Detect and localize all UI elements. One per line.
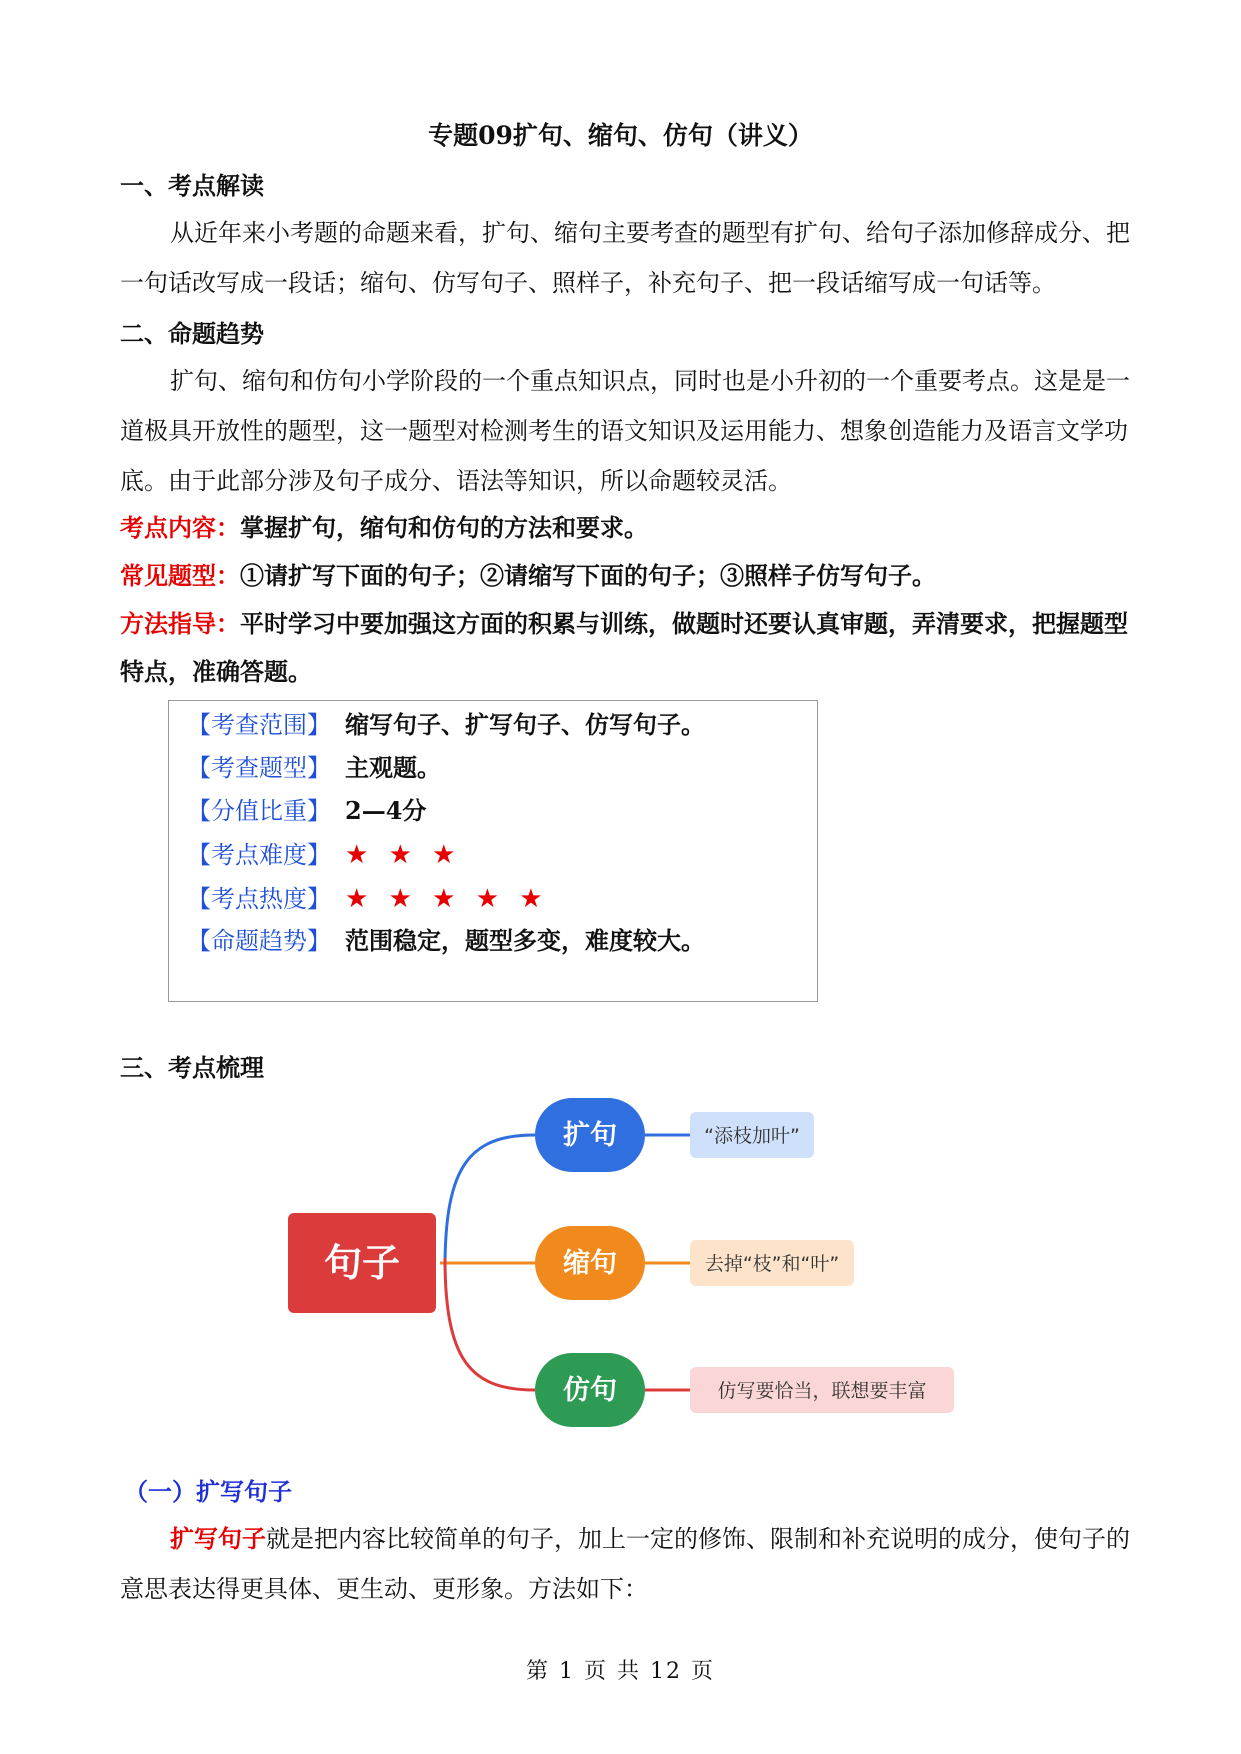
key-point-label: 常见题型： — [120, 561, 240, 590]
section2-text: 扩句、缩句和仿句小学阶段的一个重点知识点，同时也是小升初的一个重要考点。这是是一道极具开放性的题型，这一题型对检测考生的语文知识及运用能力、想象创造能力及语言文学功底。由于此部分涉及句子成分、语法等知识，所以命题较灵活。 — [120, 367, 1130, 495]
connector-expand — [445, 1135, 535, 1268]
expand-highlight: 扩写句子 — [170, 1524, 266, 1553]
info-value: 主观题。 — [345, 753, 441, 782]
info-value: 2—4分 — [345, 796, 427, 825]
mindmap-node-expand-label: 扩句 — [563, 1120, 617, 1151]
mindmap-node-shrink-label: 缩句 — [563, 1248, 617, 1279]
mindmap-note-expand-label: “添枝加叶” — [704, 1125, 800, 1147]
subsection-heading: （一）扩写句子 — [124, 1477, 292, 1506]
info-key: 【分值比重】 — [187, 797, 331, 825]
section2-heading: 二、命题趋势 — [120, 319, 264, 348]
key-point-text: 平时学习中要加强这方面的积累与训练，做题时还要认真审题，弄清要求，把握题型特点，准确答题。 — [120, 609, 1128, 686]
info-key: 【命题趋势】 — [187, 927, 331, 955]
expand-paragraph — [120, 1514, 1130, 1614]
section1-text: 从近年来小考题的命题来看，扩句、缩句主要考查的题型有扩句、给句子添加修辞成分、把一句话改写成一段话；缩句、仿写句子、照样子，补充句子、把一段话缩写成一句话等。 — [120, 219, 1130, 297]
info-key: 【考查题型】 — [187, 754, 331, 782]
popularity-stars: ★ ★ ★ ★ ★ — [345, 884, 549, 914]
section3-heading: 三、考点梳理 — [120, 1053, 264, 1082]
connector-imitate — [445, 1258, 535, 1390]
expand-text: 就是把内容比较简单的句子，加上一定的修饰、限制和补充说明的成分，使句子的意思表达得更具体、更生动、更形象。方法如下： — [120, 1525, 1130, 1603]
key-point-label: 考点内容： — [120, 513, 240, 542]
info-key: 【考点难度】 — [187, 841, 331, 869]
difficulty-stars: ★ ★ ★ — [345, 840, 462, 870]
page-footer: 第 1 页 共 12 页 — [526, 1659, 715, 1684]
mindmap-node-imitate-label: 仿句 — [563, 1375, 617, 1406]
page-title: 专题09扩句、缩句、仿句（讲义） — [428, 121, 813, 150]
section1-heading: 一、考点解读 — [120, 171, 264, 200]
mindmap-root-label: 句子 — [323, 1241, 401, 1285]
key-point-text: ①请扩写下面的句子；②请缩写下面的句子；③照样子仿写句子。 — [240, 561, 936, 590]
key-point-label: 方法指导： — [120, 609, 240, 638]
info-value: 缩写句子、扩写句子、仿写句子。 — [345, 710, 705, 739]
info-key: 【考查范围】 — [187, 711, 331, 739]
mindmap-note-imitate-label: 仿写要恰当，联想要丰富 — [717, 1380, 927, 1402]
info-key: 【考点热度】 — [187, 885, 331, 913]
info-value: 范围稳定，题型多变，难度较大。 — [345, 926, 705, 955]
key-point-text: 掌握扩句，缩句和仿句的方法和要求。 — [240, 513, 648, 542]
mindmap-note-shrink-label: 去掉“枝”和“叶” — [704, 1253, 840, 1275]
